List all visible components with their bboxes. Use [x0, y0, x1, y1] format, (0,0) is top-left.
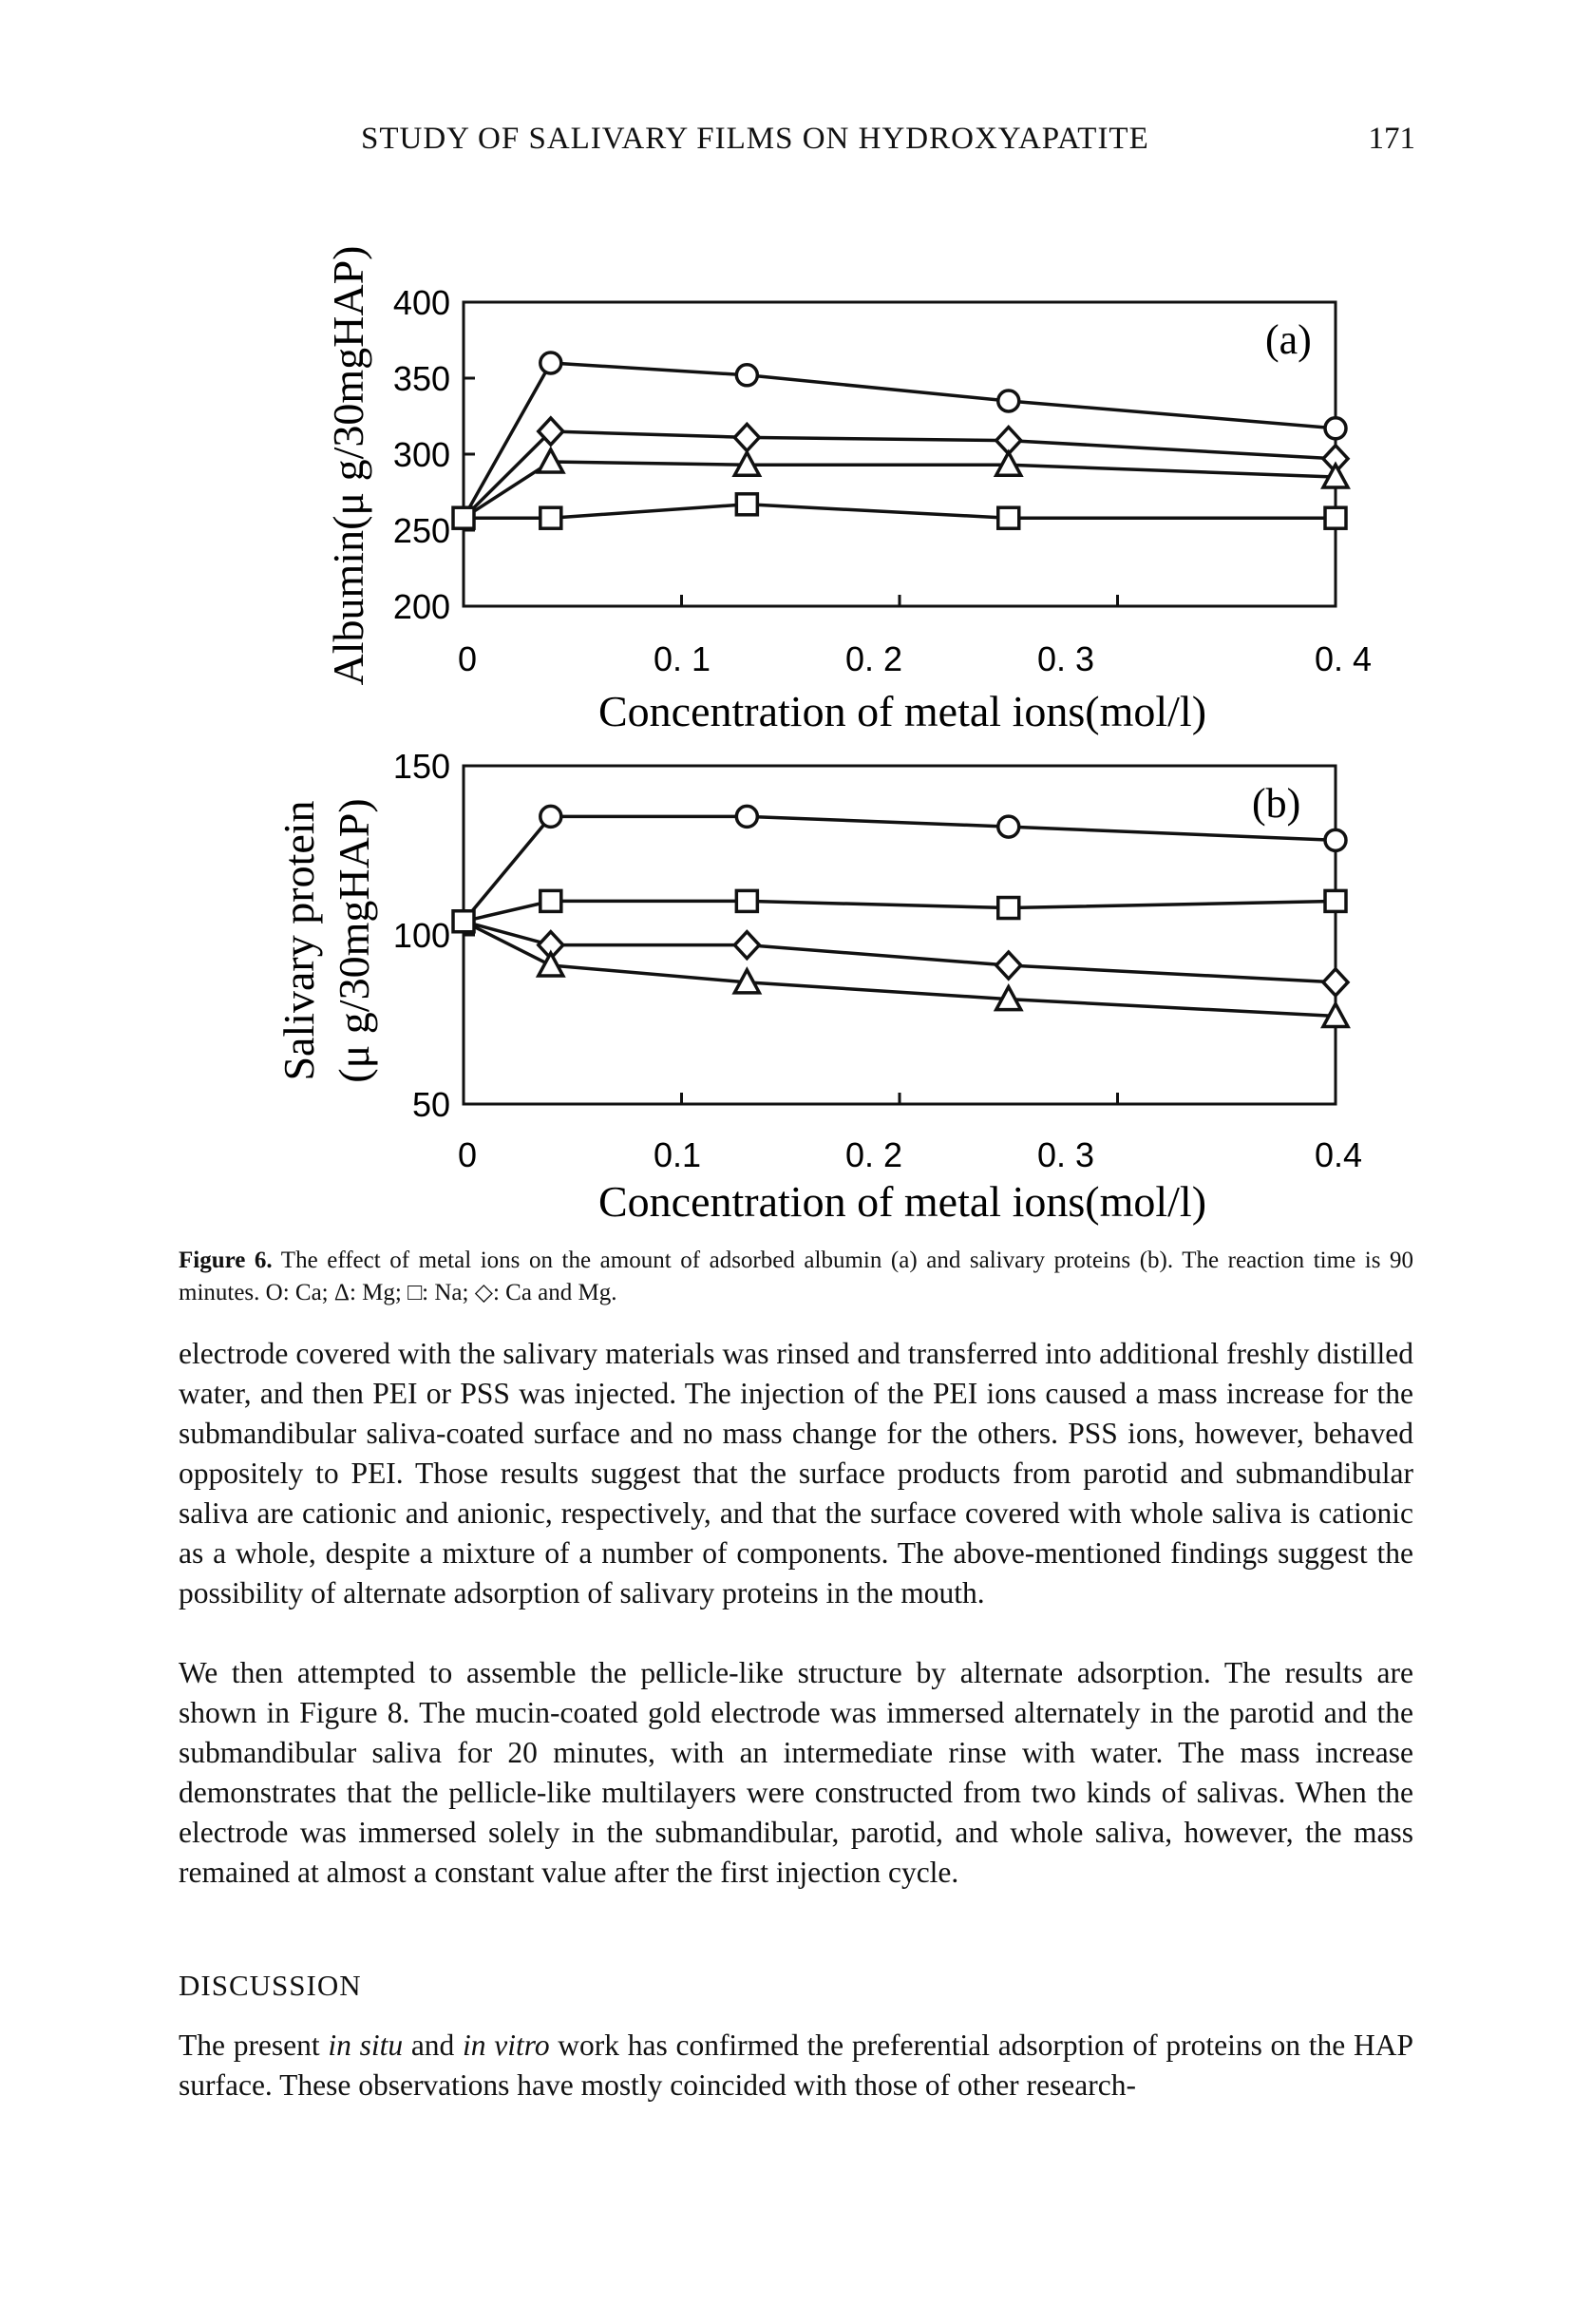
square-marker-b [998, 898, 1019, 919]
x-tick-label-a: 0. 3 [1037, 639, 1095, 678]
x-tick-label-b: 0.1 [654, 1135, 702, 1174]
p3-emphasis-1: in situ [328, 2029, 404, 2062]
square-marker-a [998, 507, 1019, 528]
caption-label: Figure 6. [179, 1248, 273, 1273]
page-number: 171 [1368, 122, 1415, 156]
p3-text-3: work has confirmed the preferential adsorption of proteins on the HAP surface. These observations have mostly coincided with those of other research- [179, 2029, 1413, 2102]
section-heading-discussion: DISCUSSION [179, 1969, 362, 2002]
triangle-marker-b [539, 953, 563, 976]
square-marker-b [736, 890, 757, 911]
square-marker-a [1325, 507, 1346, 528]
y-tick-label-b: 50 [411, 1085, 450, 1124]
running-head [361, 122, 1415, 163]
y-tick-label-a: 300 [392, 435, 450, 474]
p3-emphasis-2: in vitro [463, 2029, 550, 2062]
series-line-diamond-b [464, 922, 1336, 982]
x-axis-title-a: Concentration of metal ions(mol/l) [597, 687, 1207, 735]
p3-text-2: and [403, 2029, 464, 2062]
panel-label-b: (b) [1252, 780, 1301, 827]
y-axis-title-b-line2: (μ g/30mgHAP) [330, 798, 378, 1083]
origin-marker-b [453, 911, 474, 932]
y-axis-title-a: Albumin(μ g/30mgHAP) [324, 245, 372, 686]
circle-marker-b [1325, 829, 1346, 850]
figure-caption [179, 1245, 1413, 1309]
caption-text: The effect of metal ions on the amount of adsorbed albumin (a) and salivary proteins (b). The reaction time is 90 minutes. O: Ca; Δ: Mg; □: Na; ◇: Ca and Mg. [179, 1248, 1413, 1305]
square-marker-a [540, 507, 561, 528]
x-tick-label-a: 0 [457, 639, 478, 678]
diamond-marker-b [734, 932, 759, 959]
y-tick-label-a: 400 [392, 283, 450, 322]
p3-text-1: The present [179, 2029, 329, 2062]
diamond-marker-b [1323, 969, 1348, 996]
y-tick-label-a: 250 [392, 511, 450, 550]
series-line-square-b [464, 901, 1336, 921]
running-title: STUDY OF SALIVARY FILMS ON HYDROXYAPATITE [361, 122, 1149, 156]
x-tick-label-a: 0. 4 [1315, 639, 1373, 678]
y-axis-title-b-line1: Salivary protein [275, 800, 323, 1081]
circle-marker-a [1325, 418, 1346, 439]
y-tick-label-a: 200 [392, 587, 450, 626]
square-marker-b [540, 890, 561, 911]
panel-label-a: (a) [1265, 316, 1312, 363]
x-tick-label-a: 0. 2 [845, 639, 903, 678]
diamond-marker-a [734, 424, 759, 450]
series-line-triangle-b [464, 922, 1336, 1017]
circle-marker-b [736, 806, 757, 827]
paragraph-3 [179, 2026, 1413, 2105]
x-tick-label-b: 0.4 [1315, 1135, 1363, 1174]
plot-frame-a [464, 302, 1336, 606]
x-tick-label-b: 0. 2 [845, 1135, 903, 1174]
y-tick-label-b: 100 [392, 916, 450, 955]
figure-6-charts [256, 209, 1373, 1226]
origin-marker-a [453, 507, 474, 528]
x-axis-title-b: Concentration of metal ions(mol/l) [597, 1177, 1207, 1226]
circle-marker-a [540, 352, 561, 373]
series-line-square-a [464, 505, 1336, 518]
circle-marker-a [998, 391, 1019, 411]
x-tick-label-a: 0. 1 [654, 639, 711, 678]
series-line-diamond-a [464, 431, 1336, 518]
paragraph-2: We then attempted to assemble the pellicle-like structure by alternate adsorption. The results are shown in Figure 8. The mucin-coated gold electrode was immersed alternately in the parotid and the submandibular saliva for 20 minutes, with an intermediate rinse with water. The mass increase demonstrates that the pellicle-like multilayers were constructed from two kinds of salivas. When the electrode was immersed solely in the submandibular, parotid, and whole saliva, however, the mass remained at almost a constant value after the first injection cycle. [179, 1656, 1413, 1889]
square-marker-b [1325, 890, 1346, 911]
y-tick-label-b: 150 [392, 747, 450, 786]
square-marker-a [736, 494, 757, 515]
circle-marker-b [540, 806, 561, 827]
figure-6 [256, 209, 1373, 1226]
series-line-triangle-a [464, 462, 1336, 518]
circle-marker-a [736, 365, 757, 386]
circle-marker-b [998, 816, 1019, 837]
x-tick-label-b: 0. 3 [1037, 1135, 1095, 1174]
x-tick-label-b: 0 [457, 1135, 478, 1174]
diamond-marker-b [996, 952, 1021, 979]
paragraph-1: electrode covered with the salivary materials was rinsed and transferred into additional freshly distilled water, and then PEI or PSS was injected. The injection of the PEI ions caused a mass increase for the submandibular saliva-coated surface and no mass change for the others. PSS ions, however, behaved oppositely to PEI. Those results suggest that the surface products from parotid and submandibular saliva are cationic and anionic, respectively, and that the surface covered with whole saliva is cationic as a whole, despite a mixture of a number of components. The above-mentioned findings suggest the possibility of alternate adsorption of salivary proteins in the mouth. [179, 1337, 1413, 1610]
y-tick-label-a: 350 [392, 359, 450, 398]
